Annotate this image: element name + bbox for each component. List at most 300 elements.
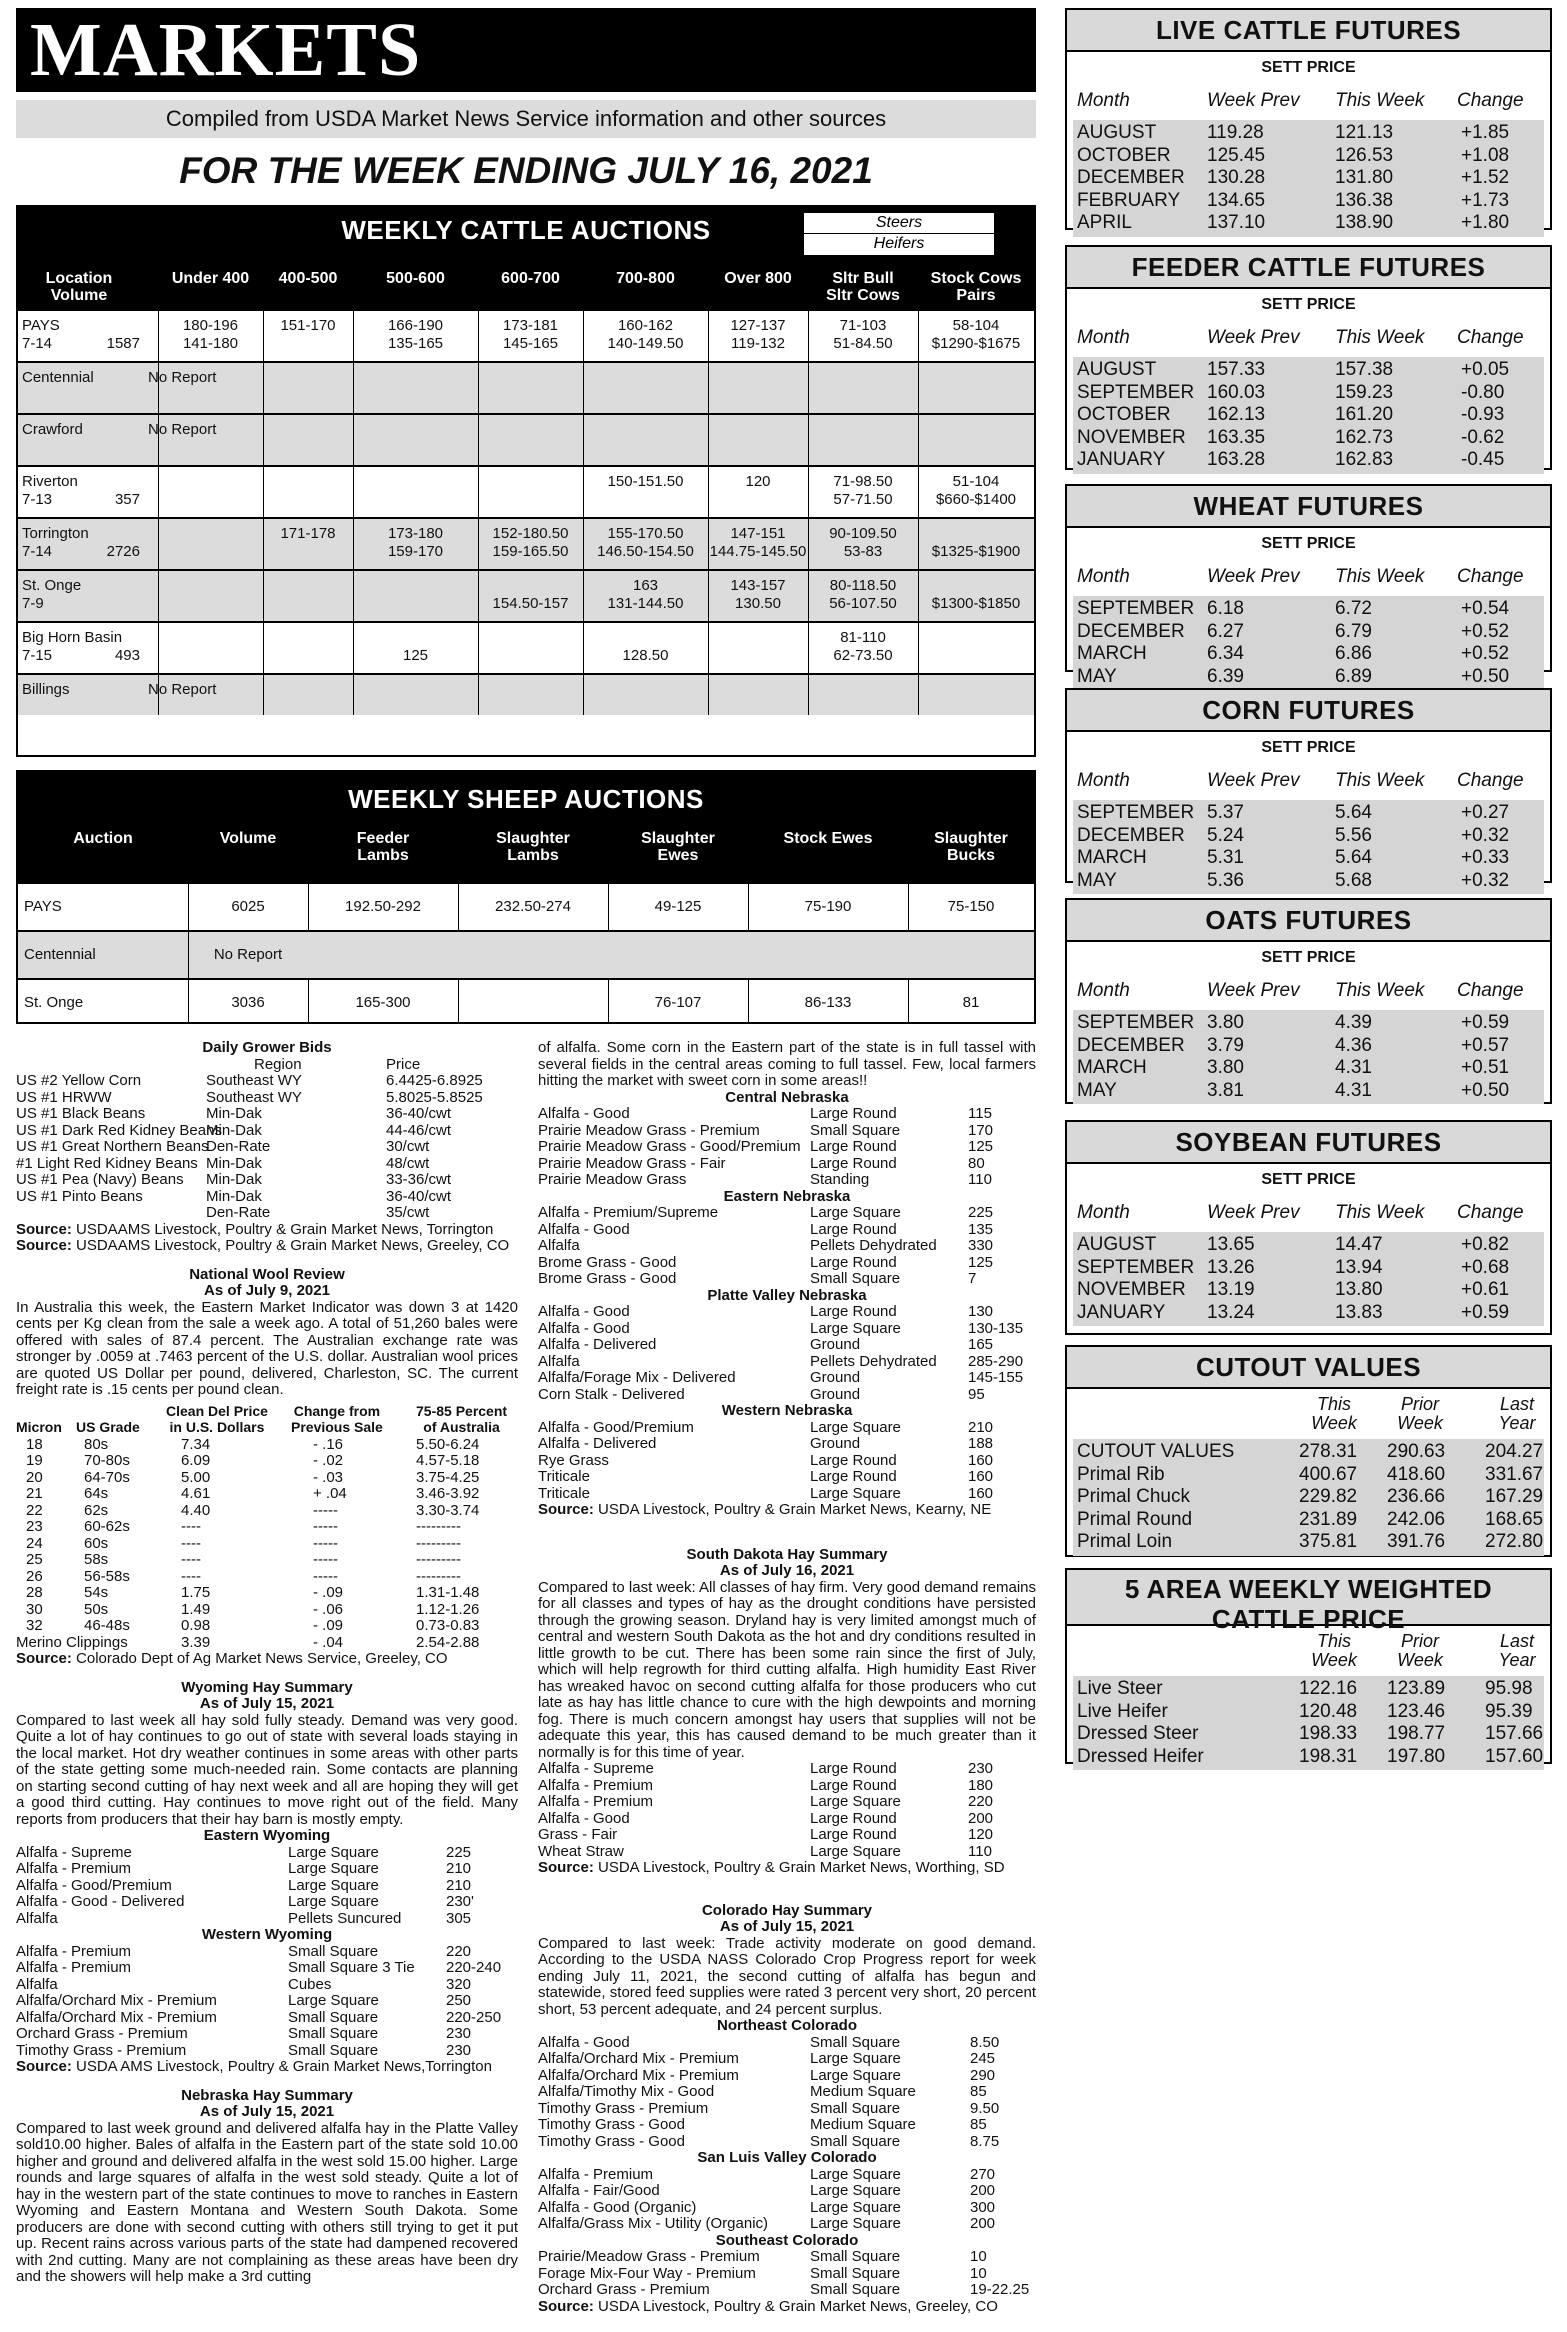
cattle-price-steers: 80-118.50 — [829, 577, 897, 594]
grower-bid-row-cell: US #2 Yellow Corn — [16, 1072, 142, 1089]
futures-value: 162.83 — [1335, 449, 1394, 471]
nebraska-hay-row — [538, 1321, 1036, 1338]
futures-col-header: Change — [1457, 327, 1524, 348]
nebraska-hay-row-cell: Large Round — [810, 1303, 897, 1320]
nebraska-hay-row-cell: Large Round — [810, 1220, 897, 1238]
futures-value: +1.52 — [1461, 167, 1510, 189]
futures-value: 13.83 — [1335, 1301, 1383, 1323]
cattle-price-steers: 71-103 — [839, 317, 887, 334]
nebraska-hay-row-cell: Alfalfa - Delivered — [538, 1336, 657, 1353]
futures-value: DECEMBER — [1077, 620, 1185, 642]
sheep-col-header-line: Slaughter — [934, 830, 1008, 847]
futures-value: 13.26 — [1207, 1256, 1255, 1278]
futures-value: MAY — [1077, 869, 1117, 891]
wool-row-cell: 25 — [26, 1551, 43, 1568]
futures-value: +1.08 — [1461, 144, 1510, 166]
futures-col-header: Change — [1457, 1202, 1524, 1223]
wyoming-hay-row-cell: Small Square 3 Tie — [288, 1959, 415, 1976]
nebraska-section: Eastern Nebraska — [723, 1187, 851, 1205]
wool-row-cell: ---- — [181, 1551, 201, 1568]
wyoming-hay-row — [16, 1911, 518, 1928]
cattle-cell-divider — [263, 571, 264, 621]
colorado-hay-row — [538, 2216, 1036, 2233]
nebraska-hay-row-cell: Pellets Dehydrated — [810, 1352, 937, 1370]
wool-row-cell: 3.46-3.92 — [416, 1485, 480, 1502]
wyoming-hay-row — [16, 1944, 518, 1961]
wool-row — [16, 1503, 518, 1520]
grower-bid-row — [16, 1139, 518, 1156]
wool-row-cell: 5.00 — [181, 1468, 211, 1486]
nebraska-section: Central Nebraska — [725, 1088, 849, 1106]
futures-value: 136.38 — [1335, 189, 1394, 211]
wool-row-cell: 19 — [26, 1452, 43, 1469]
wool-row-cell: 60s — [84, 1534, 109, 1552]
south-dakota-hay-row-cell: Wheat Straw — [538, 1842, 624, 1860]
nebraska-hay-row-cell: Large Round — [810, 1253, 897, 1271]
cattle-volume: 2726 — [106, 543, 140, 560]
wool-row-cell: 0.98 — [181, 1617, 211, 1634]
cattle-col-header-line: 700-800 — [616, 270, 675, 287]
futures-value: +0.50 — [1461, 665, 1510, 687]
futures-value: 137.10 — [1207, 212, 1266, 234]
futures-value: 13.65 — [1207, 1234, 1255, 1255]
wool-row-cell: 46-48s — [84, 1617, 130, 1634]
futures-title: LIVE CATTLE FUTURES — [1067, 10, 1550, 52]
futures-value: DECEMBER — [1077, 167, 1185, 189]
cattle-cell-divider — [353, 467, 354, 517]
sett-price-label: SETT PRICE — [1261, 296, 1356, 313]
futures-value: NOVEMBER — [1077, 1279, 1186, 1301]
cutout-values-value: 229.82 — [1299, 1486, 1358, 1508]
nebraska-hay-row — [538, 1387, 1036, 1404]
nebraska-hay-row-cell: Large Square — [810, 1418, 901, 1436]
cattle-price-steers: 163 — [632, 577, 659, 594]
weighted-cattle-price-value: 157.60 — [1485, 1745, 1544, 1767]
cattle-col-header-line: Sltr Cows — [826, 287, 900, 304]
nebraska-title: Nebraska Hay Summary — [181, 2086, 353, 2104]
nebraska-hay-row-cell: 95 — [968, 1385, 985, 1403]
wool-row — [16, 1585, 518, 1602]
wyoming-source — [16, 2059, 518, 2076]
grower-source — [16, 1238, 518, 1255]
wyoming-hay-row — [16, 1845, 518, 1862]
cattle-cell-divider — [808, 415, 809, 465]
cutout-values-value: Primal Rib — [1077, 1463, 1165, 1485]
weighted-cattle-price-col-header — [1299, 1632, 1369, 1670]
weighted-cattle-price-title — [1067, 1570, 1550, 1634]
futures-value: +1.73 — [1461, 189, 1510, 211]
futures-value: +1.85 — [1461, 122, 1510, 143]
futures-title: SOYBEAN FUTURES — [1067, 1122, 1550, 1164]
colorado-hay-row-cell: Small Square — [810, 2281, 901, 2298]
colorado-hay-row-cell: Alfalfa/Orchard Mix - Premium — [538, 2050, 739, 2067]
wyoming-hay-row — [16, 1993, 518, 2010]
wool-row-cell: 80s — [84, 1435, 109, 1453]
grower-bid-row-cell: Min-Dak — [206, 1171, 262, 1188]
south-dakota-source-text: USDA Livestock, Poultry & Grain Market News, Worthing, SD — [598, 1859, 1005, 1876]
wyoming-hay-row-cell: 220-240 — [446, 1959, 502, 1976]
futures-value: +0.50 — [1461, 1079, 1510, 1101]
grower-bid-row-cell: US #1 Dark Red Kidney Beans — [16, 1121, 222, 1139]
futures-value: 6.89 — [1335, 665, 1372, 687]
colorado-hay-row-cell: Timothy Grass - Premium — [538, 2099, 709, 2117]
south-dakota-hay-row-cell: 200 — [968, 1809, 994, 1827]
cutout-values-value: 242.06 — [1387, 1508, 1446, 1530]
cattle-sale-date: 7-14 — [22, 543, 53, 560]
spacer — [16, 2076, 518, 2088]
colorado-hay-row-cell: 85 — [970, 2083, 987, 2100]
futures-value: APRIL — [1077, 212, 1132, 234]
cattle-price-heifers: 140-149.50 — [607, 335, 684, 352]
nebraska-body-continued: of alfalfa. Some corn in the Eastern part of the state is in full tassel with several fields in the central areas coming to full tassel. Few, local farmers hitting the market with sweet corn in some areas!! — [538, 1039, 1036, 1089]
colorado-hay-row-cell: 270 — [970, 2165, 996, 2183]
colorado-hay-row — [538, 2167, 1036, 2184]
cutout-values-value: 272.80 — [1485, 1531, 1544, 1553]
nebraska-hay-row-cell: Ground — [810, 1336, 861, 1353]
cattle-cell-divider — [158, 571, 159, 621]
futures-value: DECEMBER — [1077, 824, 1185, 846]
wool-row-cell: --------- — [416, 1518, 461, 1535]
futures-value: 6.27 — [1207, 620, 1244, 642]
futures-panel — [1065, 1120, 1552, 1335]
wool-header — [16, 1403, 518, 1437]
grower-bid-row-cell: Southeast WY — [206, 1072, 302, 1089]
futures-value: +0.82 — [1461, 1234, 1510, 1255]
cutout-values-col-header-line: Week — [1311, 1413, 1357, 1433]
cutout-values-col-header-line: Week — [1397, 1413, 1443, 1433]
south-dakota-title: South Dakota Hay Summary — [686, 1545, 888, 1563]
grower-bid-row-cell: US #1 Pea (Navy) Beans — [16, 1171, 184, 1188]
cattle-location: Riverton — [22, 473, 78, 490]
wool-row-cell: 4.57-5.18 — [416, 1452, 480, 1469]
sheep-cell: 75-190 — [804, 898, 852, 915]
colorado-hay-row — [538, 2084, 1036, 2101]
wool-row-cell: - .09 — [313, 1617, 344, 1634]
grower-bid-row — [16, 1123, 518, 1140]
colorado-hay-row — [538, 2249, 1036, 2266]
colorado-hay-row-cell: 290 — [970, 2066, 996, 2084]
cattle-cell-divider — [708, 415, 709, 465]
futures-value: 163.35 — [1207, 426, 1266, 448]
grower-bid-row — [16, 1156, 518, 1173]
cattle-volume: 357 — [114, 491, 140, 508]
cattle-price-heifers: 135-165 — [387, 335, 444, 352]
futures-value: MAY — [1077, 665, 1117, 687]
cattle-col-header — [24, 270, 134, 304]
sheep-col-header-line: Slaughter — [496, 830, 570, 847]
cattle-cell-divider — [478, 675, 479, 715]
colorado-date: As of July 15, 2021 — [719, 1918, 855, 1935]
wool-row-cell: 2.54-2.88 — [416, 1633, 480, 1651]
wool-row — [16, 1569, 518, 1586]
sett-price-label: SETT PRICE — [1261, 949, 1356, 966]
cattle-price-heifers: $1325-$1900 — [931, 543, 1021, 560]
nebraska-hay-row-cell: 210 — [968, 1418, 994, 1436]
nebraska-hay-row-cell: Ground — [810, 1385, 861, 1403]
cattle-price-heifers: $660-$1400 — [935, 491, 1017, 508]
wool-row — [16, 1453, 518, 1470]
cattle-header — [18, 207, 1034, 309]
futures-value: 157.33 — [1207, 359, 1266, 380]
futures-value: 5.31 — [1207, 847, 1244, 869]
nebraska-source-text: USDA Livestock, Poultry & Grain Market News, Kearny, NE — [598, 1501, 992, 1518]
wool-row-cell: + .04 — [313, 1485, 347, 1502]
cattle-col-header — [918, 270, 1034, 304]
wool-col-header-line: in U.S. Dollars — [169, 1418, 265, 1435]
weighted-cattle-price-value: Dressed Steer — [1077, 1723, 1199, 1745]
cattle-price-steers: 160-162 — [617, 317, 674, 334]
wool-row — [16, 1437, 518, 1454]
futures-value: AUGUST — [1077, 359, 1157, 380]
futures-value: 121.13 — [1335, 122, 1394, 143]
nebraska-hay-row-cell: 115 — [968, 1105, 992, 1122]
sheep-title: WEEKLY SHEEP AUCTIONS — [348, 784, 704, 814]
futures-title: WHEAT FUTURES — [1067, 486, 1550, 528]
south-dakota-hay-row-cell: Alfalfa - Premium — [538, 1793, 654, 1810]
cutout-values-value: 391.76 — [1387, 1531, 1446, 1553]
futures-value: 5.64 — [1335, 847, 1372, 869]
wool-row-cell: 21 — [26, 1485, 43, 1502]
futures-value: 119.28 — [1207, 122, 1264, 143]
futures-panel — [1065, 484, 1552, 687]
colorado-hay-row-cell: Timothy Grass - Good — [538, 2132, 685, 2150]
cattle-no-report: No Report — [148, 421, 217, 438]
cattle-price-steers: 180-196 — [182, 317, 239, 334]
colorado-hay-row-cell: Large Square — [810, 2066, 901, 2084]
futures-value: SEPTEMBER — [1077, 1012, 1195, 1033]
colorado-hay-row-cell: 19-22.25 — [970, 2281, 1030, 2298]
cattle-col-header — [478, 270, 583, 287]
futures-value: 3.81 — [1207, 1079, 1244, 1101]
nebraska-hay-row-cell: 160 — [968, 1484, 994, 1502]
wyoming-section: Western Wyoming — [201, 1926, 333, 1943]
nebraska-hay-row — [538, 1139, 1036, 1156]
grower-bid-row-cell: 33-36/cwt — [386, 1171, 452, 1188]
cattle-row — [18, 673, 1034, 715]
wool-row — [16, 1618, 518, 1635]
nebraska-hay-row-cell: 125 — [968, 1253, 994, 1271]
futures-col-header: Month — [1077, 980, 1130, 1001]
futures-value: 163.28 — [1207, 449, 1266, 471]
wool-col-header — [16, 1419, 62, 1435]
wyoming-hay-row — [16, 1894, 518, 1911]
cutout-values-value: 375.81 — [1299, 1531, 1358, 1553]
weekly-cattle-auctions — [16, 205, 1036, 757]
sheep-header — [18, 772, 1034, 882]
nebraska-hay-row-cell: Alfalfa/Forage Mix - Delivered — [538, 1369, 736, 1386]
cattle-price-heifers: 141-180 — [182, 335, 239, 352]
wool-row-cell: 5.50-6.24 — [416, 1435, 480, 1453]
nebraska-hay-row-cell: 160 — [968, 1468, 994, 1485]
cutout-values-title — [1067, 1347, 1550, 1389]
wool-row-cell: 6.09 — [181, 1452, 211, 1469]
cutout-values-col-header — [1385, 1395, 1455, 1433]
nebraska-hay-row-cell: 7 — [968, 1270, 977, 1287]
futures-value: 6.86 — [1335, 643, 1372, 665]
nebraska-body: Compared to last week ground and delivered alfalfa hay in the Platte Valley sold10.00 higher. Bales of alfalfa in the Eastern part of the state sold 10.00 higher and ground and delivered alfalfa in the west sold 15.00 higher. Large rounds and large squares of alfalfa in the west sold steady. Quite a lot of hay in the western part of the state continues to move to ranches in Eastern Wyoming and Eastern Montana and Western South Dakota. Some producers are done with second cutting with others still trying to get it put up. Recent rains across various parts of the state had dampened recovered with 2nd cutting. Many are not complaining as these areas have been dry and the showers will help make a 3rd cutting — [16, 2119, 518, 2285]
sheep-col-header — [608, 830, 748, 864]
sheep-row — [18, 882, 1034, 930]
nebraska-hay-row-cell: 110 — [968, 1171, 992, 1188]
futures-value: 161.20 — [1335, 404, 1394, 426]
colorado-section: San Luis Valley Colorado — [697, 2149, 877, 2166]
cattle-price-steers: 173-181 — [502, 317, 559, 334]
south-dakota-date: As of July 16, 2021 — [719, 1562, 855, 1579]
weighted-cattle-price-title-line: 5 AREA WEEKLY WEIGHTED — [1124, 1574, 1493, 1604]
futures-value: 13.24 — [1207, 1301, 1255, 1323]
nebraska-section: Western Nebraska — [721, 1402, 853, 1419]
cutout-values-value: Primal Round — [1077, 1508, 1193, 1530]
wool-row-cell: - .16 — [313, 1435, 344, 1453]
nebraska-hay-row — [538, 1453, 1036, 1470]
futures-value: +0.32 — [1461, 869, 1510, 891]
weighted-cattle-price-value: Live Heifer — [1077, 1700, 1168, 1722]
week-ending-headline: FOR THE WEEK ENDING JULY 16, 2021 — [179, 150, 873, 191]
nebraska-hay-row-cell: Rye Grass — [538, 1451, 609, 1469]
weighted-cattle-price-value: 123.89 — [1387, 1678, 1446, 1699]
cattle-volume: 1587 — [106, 335, 140, 352]
colorado-hay-row — [538, 2282, 1036, 2299]
nebraska-hay-row-cell: Alfalfa - Delivered — [538, 1435, 657, 1452]
nebraska-hay-row-cell: Large Round — [810, 1468, 897, 1485]
weighted-cattle-price-value: 198.77 — [1387, 1723, 1446, 1745]
south-dakota-hay-row-cell: Alfalfa - Good — [538, 1809, 630, 1827]
south-dakota-hay-row-cell: 180 — [968, 1776, 994, 1794]
colorado-source-text: USDA Livestock, Poultry & Grain Market News, Greeley, CO — [598, 2297, 998, 2315]
futures-col-header: Week Prev — [1207, 980, 1300, 1001]
grower-bid-row-cell: US #1 HRWW — [16, 1088, 112, 1106]
weighted-cattle-price-value: 198.31 — [1299, 1745, 1358, 1767]
cattle-price-steers: 173-180 — [387, 525, 444, 542]
wool-row — [16, 1536, 518, 1553]
left-text-column — [16, 1040, 518, 2286]
futures-value: NOVEMBER — [1077, 426, 1186, 448]
colorado-hay-row-cell: Large Square — [810, 2198, 901, 2216]
wyoming-hay-row-cell: 210 — [446, 1860, 472, 1877]
wool-row-cell: --------- — [416, 1551, 461, 1568]
wyoming-hay-row-cell: Alfalfa — [16, 1909, 58, 1927]
wyoming-source-label: Source: — [16, 2058, 77, 2075]
cattle-price-steers: 171-178 — [280, 525, 336, 542]
cattle-col-header-line: Sltr Bull — [832, 270, 894, 287]
spacer — [538, 1877, 1036, 1903]
wyoming-hay-row — [16, 1878, 518, 1895]
futures-value: 138.90 — [1335, 212, 1394, 234]
cattle-cell-divider — [478, 623, 479, 673]
south-dakota-hay-row-cell: 230 — [968, 1760, 994, 1777]
futures-value: FEBRUARY — [1077, 189, 1181, 211]
futures-value: 3.80 — [1207, 1012, 1244, 1033]
futures-col-header: Month — [1077, 566, 1130, 587]
futures-col-header: Month — [1077, 770, 1130, 791]
nebraska-hay-row-cell: 160 — [968, 1451, 994, 1469]
futures-value: +0.68 — [1461, 1256, 1510, 1278]
cattle-col-header-line: Over 800 — [724, 270, 792, 287]
sheep-col-header — [308, 830, 458, 864]
futures-value: 3.80 — [1207, 1057, 1244, 1079]
wool-row-cell: 23 — [26, 1518, 43, 1535]
sheep-cell: Centennial — [24, 946, 96, 963]
sheep-cell: 86-133 — [804, 994, 852, 1011]
colorado-hay-row-cell: Small Square — [810, 2264, 901, 2282]
sheep-cell: 192.50-292 — [345, 898, 421, 915]
grower-bid-row — [16, 1205, 518, 1222]
nebraska-hay-row-cell: 225 — [968, 1204, 994, 1221]
wool-row-cell: 28 — [26, 1584, 43, 1601]
grower-bid-row-cell: 6.4425-6.8925 — [386, 1072, 483, 1089]
wool-col-header-line: 75-85 Percent — [416, 1402, 508, 1419]
futures-value: 5.37 — [1207, 802, 1244, 823]
nebraska-hay-row-cell: 130 — [968, 1303, 994, 1320]
colorado-hay-row-cell: 10 — [970, 2248, 987, 2265]
wool-row-cell: 1.49 — [181, 1600, 211, 1618]
weighted-cattle-price-value: Dressed Heifer — [1077, 1745, 1204, 1767]
nebraska-source — [538, 1502, 1036, 1519]
wool-row-cell: 0.73-0.83 — [416, 1617, 480, 1634]
cattle-col-header-line: 500-600 — [386, 270, 445, 287]
grower-bid-row-cell: #1 Light Red Kidney Beans — [16, 1154, 198, 1172]
grower-header — [16, 1057, 518, 1074]
nebraska-hay-row — [538, 1271, 1036, 1288]
cattle-price-steers: 120 — [745, 473, 771, 490]
weighted-cattle-price-col-header-line: Week — [1397, 1650, 1443, 1670]
nebraska-hay-row-cell: Large Round — [810, 1138, 897, 1155]
cattle-col-header-line: 600-700 — [501, 270, 560, 287]
colorado-hay-row-cell: 9.50 — [970, 2099, 1000, 2117]
sheep-cell-divider — [458, 980, 459, 1024]
cattle-price-heifers: 130.50 — [735, 595, 781, 612]
futures-value: +0.05 — [1461, 359, 1510, 380]
futures-value: SEPTEMBER — [1077, 1256, 1195, 1278]
colorado-hay-row-cell: 200 — [970, 2215, 996, 2232]
cattle-cell-divider — [478, 415, 479, 465]
colorado-hay-row-cell: Timothy Grass - Good — [538, 2116, 685, 2133]
wool-col-header — [416, 1403, 507, 1435]
nebraska-source-label: Source: — [538, 1501, 599, 1518]
sheep-cell: 165-300 — [355, 994, 411, 1011]
cattle-cell-divider — [353, 363, 354, 413]
cattle-cell-divider — [478, 467, 479, 517]
weighted-cattle-price-value: 157.66 — [1485, 1723, 1544, 1745]
futures-title: FEEDER CATTLE FUTURES — [1067, 247, 1550, 289]
wool-row-cell: ----- — [313, 1534, 338, 1552]
cutout-values-col-header — [1299, 1395, 1369, 1433]
nebraska-hay-row-cell: Standing — [810, 1171, 870, 1188]
cattle-cell-divider — [583, 363, 584, 413]
wool-row-cell: 18 — [26, 1435, 43, 1453]
wyoming-hay-row-cell: Large Square — [288, 1860, 379, 1877]
nebraska-hay-row-cell: Alfalfa — [538, 1237, 580, 1254]
cattle-location: Big Horn Basin — [22, 629, 123, 646]
nebraska-hay-row-cell: Small Square — [810, 1270, 901, 1287]
wool-col-header — [76, 1419, 140, 1435]
nebraska-hay-row-cell: Large Round — [810, 1105, 897, 1122]
cattle-price-steers: 71-98.50 — [833, 473, 893, 490]
sheep-cell: 6025 — [231, 898, 265, 915]
nebraska-hay-row-cell: Alfalfa - Good — [538, 1319, 630, 1337]
sheep-cell: 75-150 — [947, 898, 995, 915]
sett-price-label: SETT PRICE — [1261, 1171, 1356, 1188]
cattle-price-heifers: 159-165.50 — [492, 543, 569, 560]
futures-value: +0.52 — [1461, 620, 1510, 642]
cattle-price-steers: 81-110 — [840, 629, 886, 646]
wool-row — [16, 1552, 518, 1569]
wool-row-cell: - .02 — [313, 1452, 344, 1469]
wool-row — [16, 1602, 518, 1619]
legend-heifers: Heifers — [873, 235, 925, 252]
cattle-price-heifers: 146.50-154.50 — [597, 543, 694, 560]
futures-value: 5.36 — [1207, 869, 1244, 891]
